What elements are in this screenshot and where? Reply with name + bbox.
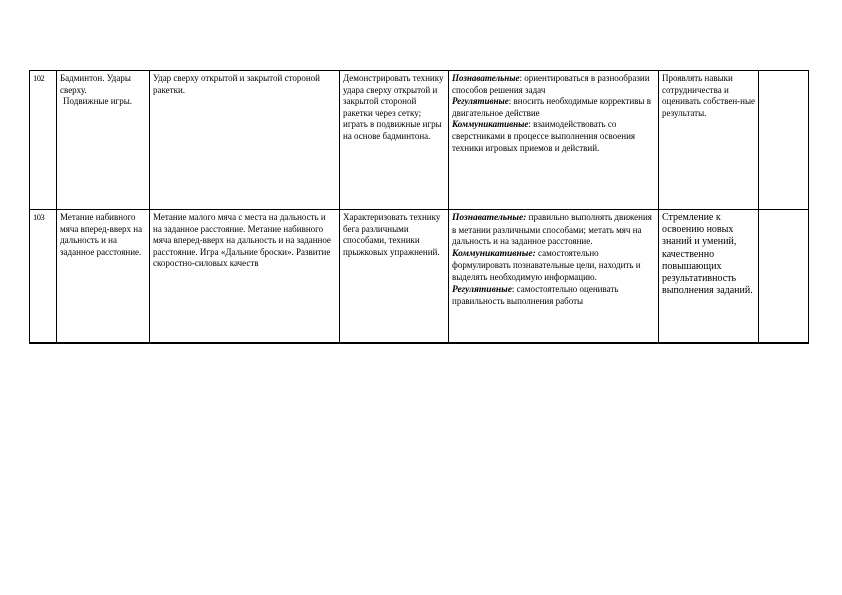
lesson-content: Метание малого мяча с места на дальность и на заданное расстояние. Метание набивного мяча вперед-вверх на дальность и на заданное расстояние. Игра «Дальние броски». Развитие скоростно-силовых качеств	[150, 210, 340, 344]
uud-communicative: Коммуникативные: взаимодействовать со сверстниками в процессе выполнения освоения техники игровых приемов и действий.	[452, 119, 636, 153]
topic-text-secondary: Подвижные игры.	[63, 96, 133, 107]
lesson-content: Удар сверху открытой и закрытой стороной ракетки.	[150, 71, 340, 210]
topic-text: Бадминтон. Удары сверху.	[60, 73, 131, 95]
uud-communicative: Коммуникативные: самостоятельно формулировать познавательные цели, находить и выделять необходимую информацию.	[452, 247, 641, 282]
uud-cognitive: Познавательные: ориентироваться в разнообразии способов решения задач	[452, 73, 650, 95]
learning-actions	[449, 210, 659, 344]
learning-actions	[449, 71, 659, 210]
student-activity: Характеризовать технику бега различными способами, техники прыжковых упражнений.	[340, 210, 449, 344]
uud-regulatory: Регулятивные: вносить необходимые коррективы в двигательное действие	[452, 96, 651, 118]
uud-regulatory: Регулятивные: самостоятельно оценивать правильность выполнения работы	[452, 283, 619, 307]
extra-cell	[759, 71, 809, 210]
uud-cognitive: Познавательные: правильно выполнять движения в метании различными способами; метать мяч на дальность и на заданное расстояние.	[452, 212, 652, 247]
lesson-number: 103	[30, 210, 57, 344]
extra-cell	[759, 210, 809, 344]
lesson-topic: Метание набивного мяча вперед-вверх на дальность и на заданное расстояние.	[57, 210, 150, 344]
student-activity: Демонстрировать технику удара сверху открытой и закрытой стороной ракетки через сетку; играть в подвижные игры на основе бадминтона.	[340, 71, 449, 210]
lesson-plan-table	[29, 70, 809, 344]
personal-results: Проявлять навыки сотрудничества и оценивать собствен-ные результаты.	[659, 71, 759, 210]
table-row	[30, 71, 809, 210]
lesson-topic	[57, 71, 150, 210]
lesson-number: 102	[30, 71, 57, 210]
table-row	[30, 210, 809, 344]
personal-results: Стремление к освоению новых знаний и умений, качественно повышающих результативность выполнения заданий.	[659, 210, 759, 344]
